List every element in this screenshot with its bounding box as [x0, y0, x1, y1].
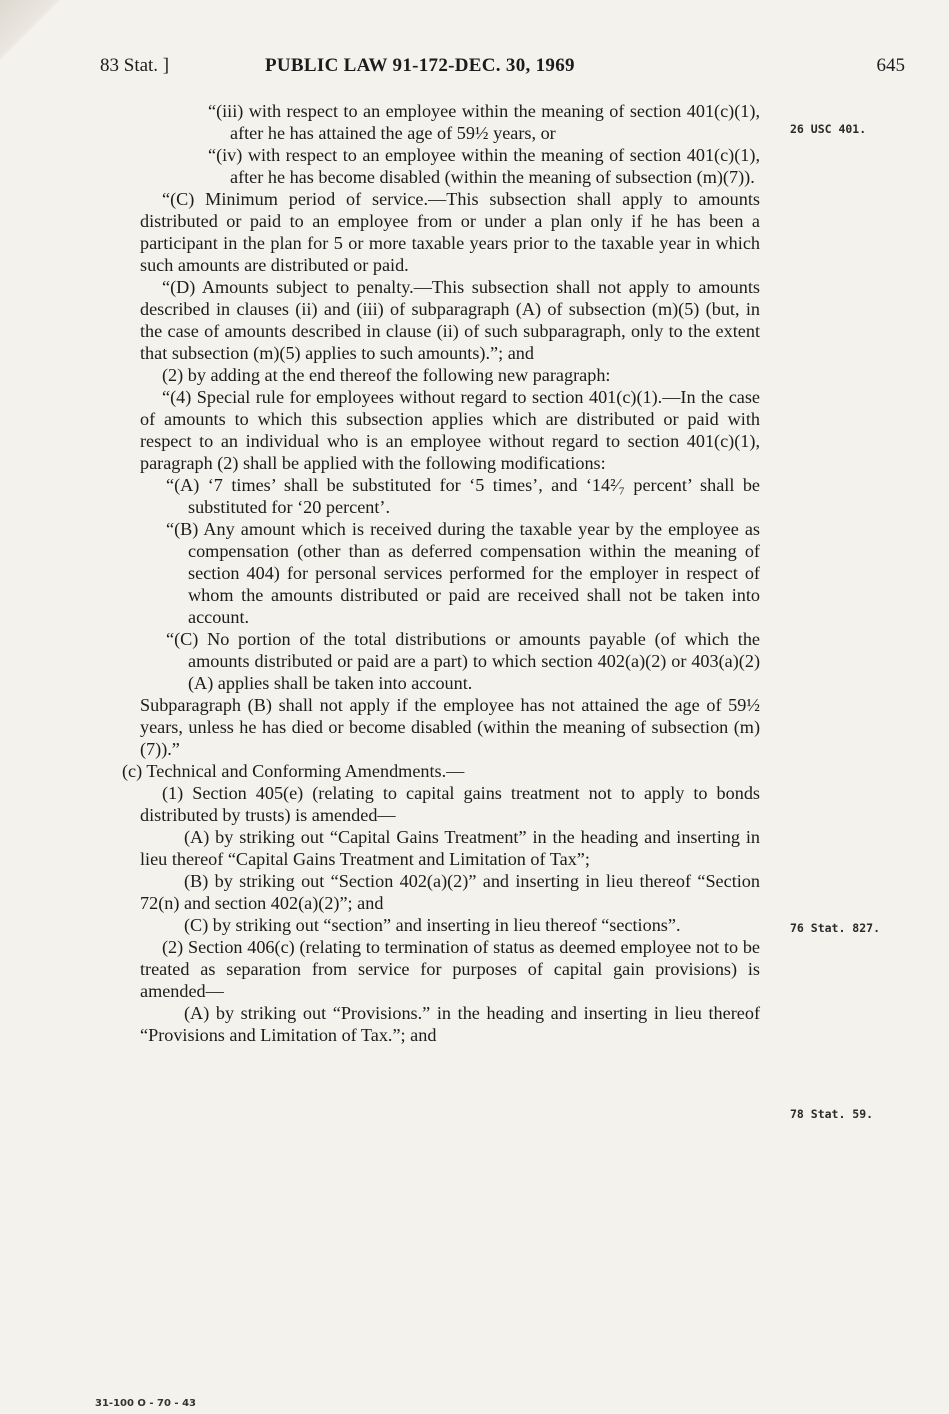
modification-c: “(C) No portion of the total distributions or amounts payable (of which the amounts distributed or paid are a part) to which section 402(a)(2) or 403(a)(2)(A) applies shall be taken into account.	[166, 629, 760, 693]
subpara-b-exception: Subparagraph (B) shall not apply if the employee has not attained the age of 59½ years, unless he has died or become disabled (within the meaning of subsection (m)(7)).”	[140, 695, 760, 759]
subpara-c-minimum-period: “(C) Minimum period of service.—This subsection shall apply to amounts distributed or paid to an employee from or under a plan only if he has been a participant in the plan for 5 or more taxable years prior to the taxable year in which such amounts are distributed or paid.	[140, 189, 760, 275]
modification-b: “(B) Any amount which is received during the taxable year by the employee as compensation (other than as deferred compensation within the meaning of section 404) for personal services performed for the employer in respect of whom the amounts distributed or paid are received shall not be taken into account.	[166, 519, 760, 627]
statute-text	[122, 100, 760, 1046]
subpara-d-amounts-subject: “(D) Amounts subject to penalty.—This subsection shall not apply to amounts described in clauses (ii) and (iii) of subparagraph (A) of subsection (m)(5) (but, in the case of amounts described in clause (ii) of such subparagraph, only to the extent that subsection (m)(5) applies to such amounts).”; and	[140, 277, 760, 363]
header-law-title: PUBLIC LAW 91-172-DEC. 30, 1969	[265, 55, 575, 76]
clause-iii: “(iii) with respect to an employee within the meaning of section 401(c)(1), after he has attained the age of 59½ years, or	[208, 101, 760, 143]
page-number: 645	[876, 55, 905, 76]
amendment-1: (1) Section 405(e) (relating to capital gains treatment not to apply to bonds distributed by trusts) is amended—	[140, 783, 760, 825]
modification-a: “(A) ‘7 times’ shall be substituted for ‘5 times’, and ‘14²⁄₇ percent’ shall be substituted for ‘20 percent’.	[166, 475, 760, 517]
running-header	[100, 55, 905, 81]
margin-note-76-stat-827: 76 Stat. 827.	[790, 921, 881, 935]
header-stat-reference: 83 Stat. ]	[100, 55, 170, 76]
para-4-special-rule: “(4) Special rule for employees without regard to section 401(c)(1).—In the case of amounts to which this subsection applies which are distributed or paid with respect to an individual who is an employee without regard to section 401(c)(1), paragraph (2) shall be applied with the following modifications:	[140, 387, 760, 473]
amendment-2: (2) Section 406(c) (relating to termination of status as deemed employee not to be treated as separation from service for purposes of capital gain provisions) is amended—	[140, 937, 760, 1001]
para-2-adding: (2) by adding at the end thereof the following new paragraph:	[162, 365, 611, 385]
margin-note-26-usc-401: 26 USC 401.	[790, 122, 867, 136]
margin-note-78-stat-59: 78 Stat. 59.	[790, 1107, 874, 1121]
amendment-2-a: (A) by striking out “Provisions.” in the heading and inserting in lieu thereof “Provisions and Limitation of Tax.”; and	[140, 1003, 760, 1045]
amendment-1-a: (A) by striking out “Capital Gains Treatment” in the heading and inserting in lieu thereof “Capital Gains Treatment and Limitation of Tax”;	[140, 827, 760, 869]
page-fold-shadow	[0, 0, 60, 70]
print-code-footer: 31-100 O - 70 - 43	[95, 1398, 196, 1409]
amendment-1-c: (C) by striking out “section” and inserting in lieu thereof “sections”.	[184, 915, 681, 935]
section-c-heading: (c) Technical and Conforming Amendments.—	[122, 761, 465, 781]
clause-iv: “(iv) with respect to an employee within the meaning of section 401(c)(1), after he has become disabled (within the meaning of subsection (m)(7)).	[208, 145, 760, 187]
amendment-1-b: (B) by striking out “Section 402(a)(2)” and inserting in lieu thereof “Section 72(n) and section 402(a)(2)”; and	[140, 871, 760, 913]
